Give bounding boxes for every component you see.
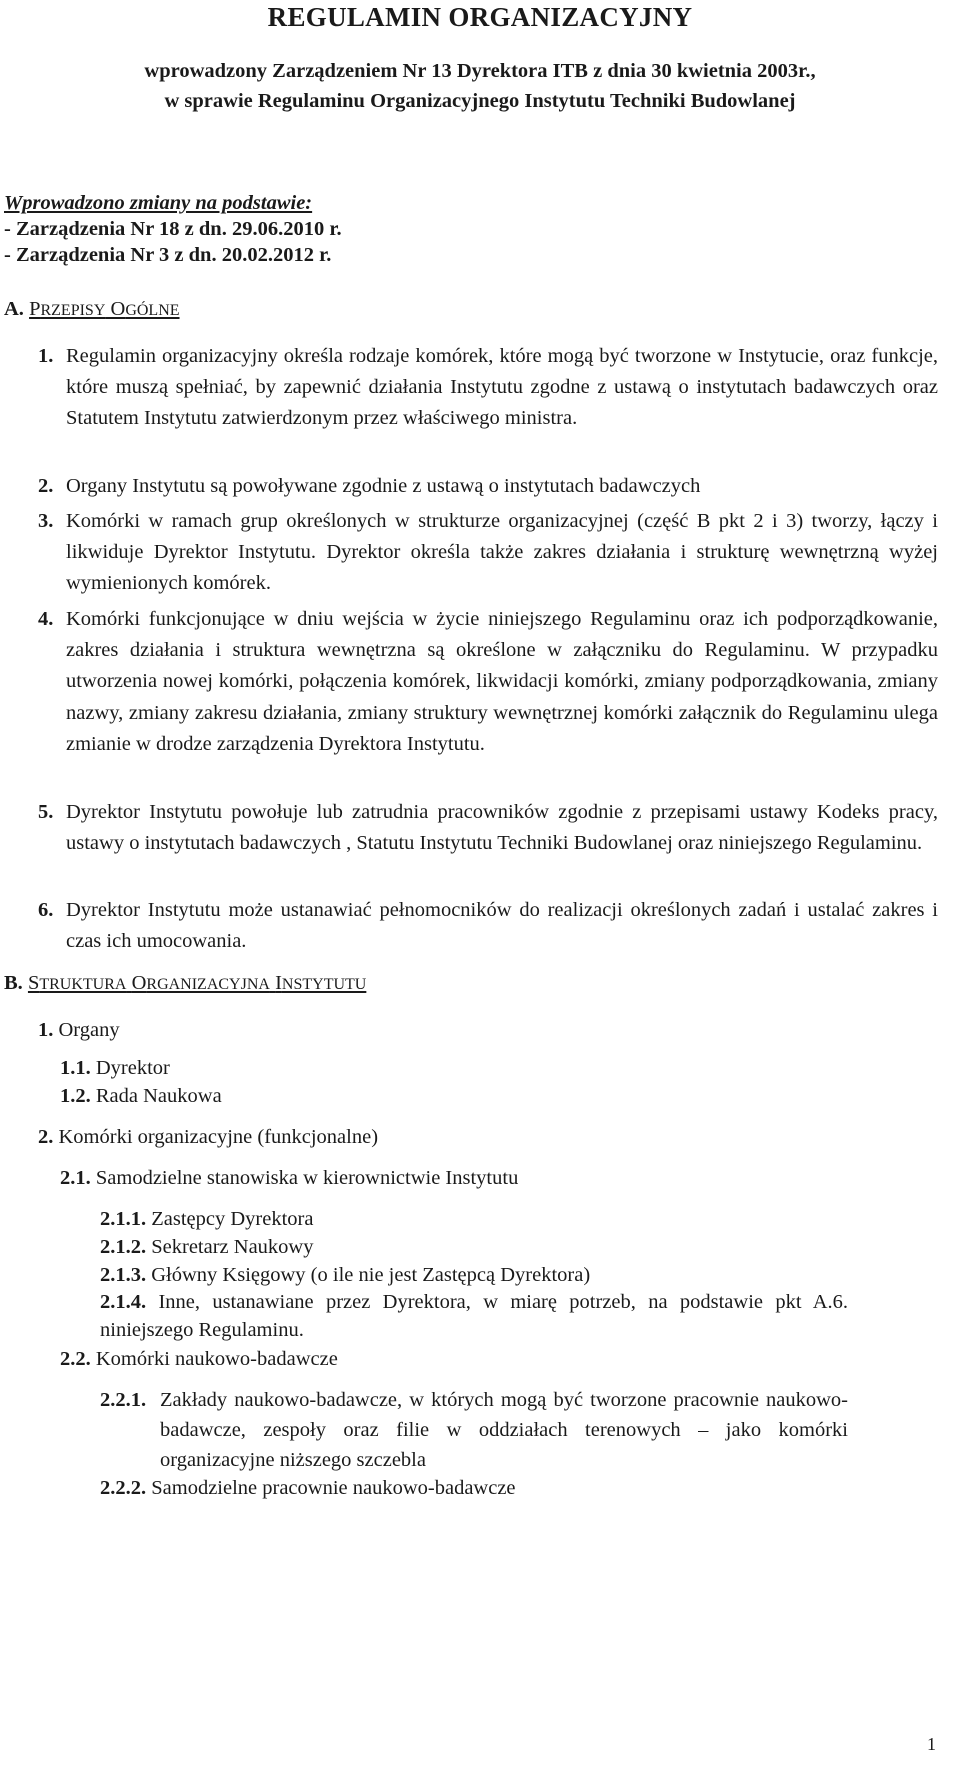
document-title: REGULAMIN ORGANIZACYJNY (267, 2, 693, 32)
section-a-heading (4, 298, 180, 321)
section-a-letter: A. (4, 298, 24, 320)
outline-2-2-2: 2.2.2. Samodzielne pracownie naukowo-badawcze (100, 1477, 516, 1499)
change-item-1: - Zarządzenia Nr 18 z dn. 29.06.2010 r. (4, 218, 342, 240)
outline-2-2: 2.2. Komórki naukowo-badawcze (60, 1348, 338, 1370)
outline-2-1-2: 2.1.2. Sekretarz Naukowy (100, 1236, 314, 1258)
outline-1: 1. Organy (38, 1019, 120, 1041)
section-a-item-2: 2. Organy Instytutu są powoływane zgodnie z ustawą o instytutach badawczych (38, 475, 701, 497)
outline-2-2-1: 2.2.1. Zakłady naukowo-badawcze, w których mogą być tworzone pracownie naukowo-badawcze, zespoły oraz filie w oddziałach terenowych – jako komórki organizacyjne niższego szczebla (100, 1389, 848, 1471)
section-a-item-3: 3. Komórki w ramach grup określonych w strukturze organizacyjnej (część B pkt 2 i 3) tworzy, łączy i likwiduje Dyrektor Instytutu. Dyrektor określa także zakres działania i strukturę wewnętrzną wyżej wymienionych komórek. (38, 510, 938, 595)
subtitle-line-2: w sprawie Regulaminu Organizacyjnego Instytutu Techniki Budowlanej (164, 90, 796, 112)
section-b-heading (4, 972, 366, 995)
section-a-item-4: 4. Komórki funkcjonujące w dniu wejścia w życie niniejszego Regulaminu oraz ich podporządkowanie, zakres działania i struktura wewnętrzna są określone w załączniku do Regulaminu. W przypadku utworzenia nowej komórki, połączenia komórek, likwidacji komórki, zmiany podporządkowania, zmiany nazwy, zmiany zakresu działania, zmiany struktury wewnętrznej komórki załącznik do Regulaminu ulega zmianie w drodze zarządzenia Dyrektora Instytutu. (38, 608, 938, 755)
section-a-item-1: 1. Regulamin organizacyjny określa rodzaje komórek, które mogą być tworzone w Instytucie, oraz funkcje, które muszą spełniać, by zapewnić działania Instytutu zgodne z ustawą o instytutach badawczych oraz Statutem Instytutu zatwierdzonym przez właściwego ministra. (38, 345, 938, 430)
section-b-title: STRUKTURA ORGANIZACYJNA INSTYTUTU (27, 972, 367, 994)
section-a-item-6: 6. Dyrektor Instytutu może ustanawiać pełnomocników do realizacji określonych zadań i ustalać zakres i czas ich umocowania. (38, 899, 938, 953)
changes-heading: Wprowadzono zmiany na podstawie: (4, 192, 313, 214)
outline-2-1-4: 2.1.4. Inne, ustanawiane przez Dyrektora, w miarę potrzeb, na podstawie pkt A.6. niniejszego Regulaminu. (100, 1291, 849, 1341)
outline-2-1-3: 2.1.3. Główny Księgowy (o ile nie jest Zastępcą Dyrektora) (100, 1264, 591, 1286)
subtitle-line-1: wprowadzony Zarządzeniem Nr 13 Dyrektora ITB z dnia 30 kwietnia 2003r., (144, 60, 816, 82)
outline-2-1: 2.1. Samodzielne stanowiska w kierownictwie Instytutu (60, 1167, 519, 1189)
page-number: 1 (927, 1734, 936, 1754)
outline-2: 2. Komórki organizacyjne (funkcjonalne) (38, 1126, 379, 1148)
section-b-letter: B. (4, 972, 23, 994)
section-a-item-5: 5. Dyrektor Instytutu powołuje lub zatrudnia pracowników zgodnie z przepisami ustawy Kodeks pracy, ustawy o instytutach badawczych , Statutu Instytutu Techniki Budowlanej oraz niniejszego Regulaminu. (38, 801, 938, 855)
change-item-2: - Zarządzenia Nr 3 z dn. 20.02.2012 r. (4, 244, 332, 266)
outline-2-1-1: 2.1.1. Zastępcy Dyrektora (100, 1208, 314, 1230)
section-a-title: PRZEPISY OGÓLNE (29, 298, 180, 320)
outline-1-1: 1.1. Dyrektor (60, 1057, 170, 1079)
outline-1-2: 1.2. Rada Naukowa (60, 1085, 222, 1107)
